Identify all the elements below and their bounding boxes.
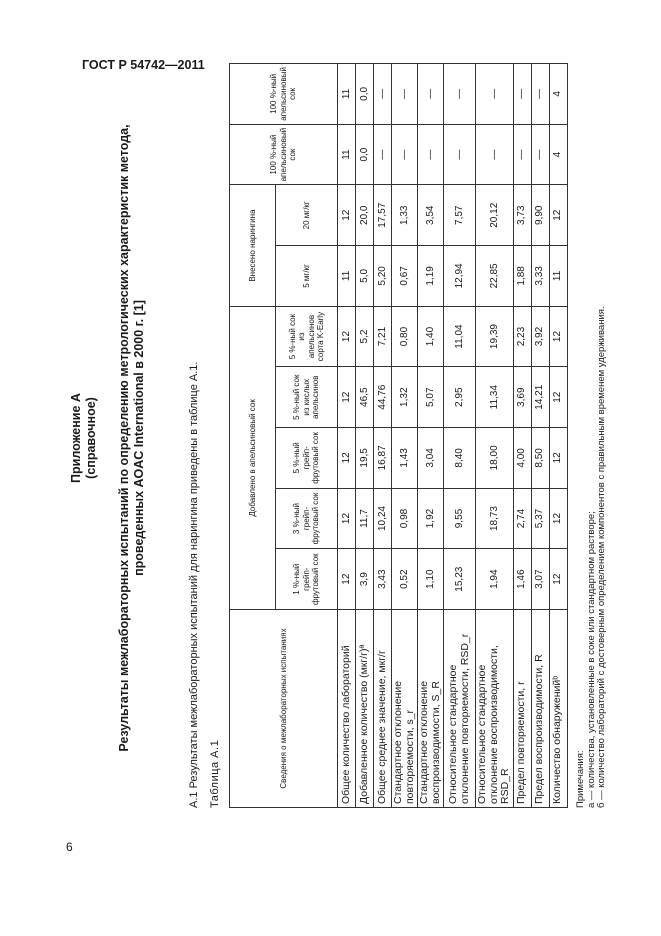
table-cell: 7,57 <box>444 185 476 246</box>
table-cell: 9,90 <box>531 185 549 246</box>
table-cell: 3,92 <box>531 306 549 367</box>
column-header: 20 мг/кг <box>276 185 338 246</box>
table-cell: — <box>418 124 444 185</box>
table-header-label: Сведения о межлабораторных испытаниях <box>230 610 338 808</box>
table-notes <box>576 306 608 808</box>
table-cell: — <box>476 124 514 185</box>
appendix-subtitle: (справочное) <box>84 397 98 479</box>
table-cell: 12 <box>338 367 356 428</box>
appendix-heading <box>69 48 99 828</box>
table-cell: 0,80 <box>392 306 418 367</box>
table-cell: — <box>392 124 418 185</box>
table-cell: 12 <box>338 549 356 610</box>
table-cell: 15,23 <box>444 549 476 610</box>
column-header: 5 %-ный грейп-фрутовый сок <box>276 428 338 489</box>
column-header: 5 %-ный сок из апельсинов сорта K-Early <box>276 306 338 367</box>
row-label: Предел повторяемости, r <box>513 610 531 808</box>
table-cell: 19,39 <box>476 306 514 367</box>
table-cell: 1,10 <box>418 549 444 610</box>
table-cell: 46,5 <box>356 367 374 428</box>
group-header-orange: Добавлено в апельсиновый сок <box>230 306 276 609</box>
table-cell: 3,04 <box>418 428 444 489</box>
table-cell: 5,0 <box>356 246 374 307</box>
section-title-line2: проведенных AOAC International в 2000 г. [1] <box>131 300 146 576</box>
table-row <box>418 64 444 808</box>
table-cell: 10,24 <box>374 488 392 549</box>
table-cell: — <box>444 64 476 125</box>
table-row <box>392 64 418 808</box>
table-cell: 44,76 <box>374 367 392 428</box>
table-cell: 4,00 <box>513 428 531 489</box>
table-row <box>356 64 374 808</box>
column-header: 100 %-ный апельсиновый сок <box>230 124 338 185</box>
table-cell: 14,21 <box>531 367 549 428</box>
row-label: Стандартное отклонение повторяемости, s_r <box>392 610 418 808</box>
table-cell: 20,12 <box>476 185 514 246</box>
table-row <box>374 64 392 808</box>
table-cell: 20,0 <box>356 185 374 246</box>
table-cell: 2,23 <box>513 306 531 367</box>
table-cell: 1,94 <box>476 549 514 610</box>
row-label: Добавленное количество (мкг/г)ª <box>356 610 374 808</box>
table-cell: — <box>513 124 531 185</box>
table-cell: 12,94 <box>444 246 476 307</box>
table-cell: 3,33 <box>531 246 549 307</box>
table-cell: 0,67 <box>392 246 418 307</box>
table-cell: 12 <box>549 549 567 610</box>
table-cell: 11 <box>338 246 356 307</box>
table-cell: 1,43 <box>392 428 418 489</box>
table-cell: 8,40 <box>444 428 476 489</box>
intro-text: А.1 Результаты межлабораторных испытаний для нарингина приведены в таблице А.1. <box>188 361 200 808</box>
table-cell: 12 <box>338 488 356 549</box>
table-cell: 4 <box>549 124 567 185</box>
table-cell: 1,32 <box>392 367 418 428</box>
table-caption: Таблица А.1 <box>209 739 221 808</box>
table-cell: 12 <box>338 185 356 246</box>
table-row <box>338 64 356 808</box>
row-label: Количество обнаруженийᵇ <box>549 610 567 808</box>
table-cell: 2,95 <box>444 367 476 428</box>
row-label: Относительное стандартное отклонение повторяемости, RSD_r <box>444 610 476 808</box>
table-cell: — <box>418 64 444 125</box>
table-cell: — <box>513 64 531 125</box>
table-cell: — <box>444 124 476 185</box>
document-header: ГОСТ Р 54742—2011 <box>82 58 205 72</box>
table-cell: 11 <box>338 64 356 125</box>
table-cell: 5,37 <box>531 488 549 549</box>
row-label: Предел воспроизводимости, R <box>531 610 549 808</box>
table-row <box>549 64 567 808</box>
table-row <box>531 64 549 808</box>
table-cell: 16,87 <box>374 428 392 489</box>
table-cell: 1,92 <box>418 488 444 549</box>
table-cell: 12 <box>549 488 567 549</box>
table-cell: 3,9 <box>356 549 374 610</box>
row-label: Относительное стандартное отклонение воспроизводимости, RSD_R <box>476 610 514 808</box>
column-header: 5 мг/кг <box>276 246 338 307</box>
table-cell: 5,2 <box>356 306 374 367</box>
table-cell: 0,52 <box>392 549 418 610</box>
table-cell: 12 <box>549 306 567 367</box>
table-cell: 0,0 <box>356 64 374 125</box>
table-cell: 12 <box>549 185 567 246</box>
table-row <box>476 64 514 808</box>
table-cell: 11 <box>549 246 567 307</box>
table-cell: 12 <box>338 428 356 489</box>
appendix-title: Приложение А <box>69 393 83 483</box>
table-cell: 3,43 <box>374 549 392 610</box>
table-cell: 11,04 <box>444 306 476 367</box>
table-cell: 3,69 <box>513 367 531 428</box>
table-cell: 0,0 <box>356 124 374 185</box>
table-cell: 18,00 <box>476 428 514 489</box>
table-cell: 5,07 <box>418 367 444 428</box>
table-cell: 5,20 <box>374 246 392 307</box>
table-row <box>513 64 531 808</box>
column-header: 3 %-ный грейп-фрутовый сок <box>276 488 338 549</box>
column-header: 100 %-ный апельсиновый сок <box>230 64 338 125</box>
table-row <box>444 64 476 808</box>
table-cell: 7,21 <box>374 306 392 367</box>
table-cell: 12 <box>549 367 567 428</box>
table-cell: 12 <box>549 428 567 489</box>
section-title <box>117 48 146 828</box>
note-a: а — количества, установленные в соке или стандартном растворе; <box>585 511 597 808</box>
table-cell: 11,34 <box>476 367 514 428</box>
table-cell: 11,7 <box>356 488 374 549</box>
table-cell: — <box>374 64 392 125</box>
table-cell: 1,46 <box>513 549 531 610</box>
table-cell: 17,57 <box>374 185 392 246</box>
rotated-content <box>66 48 626 828</box>
table-cell: 2,74 <box>513 488 531 549</box>
table-cell: 1,40 <box>418 306 444 367</box>
table-cell: 1,19 <box>418 246 444 307</box>
page-number: 6 <box>66 840 73 854</box>
table-cell: — <box>531 64 549 125</box>
group-header-naringin: Внесено нарингина <box>230 185 276 306</box>
table-cell: 12 <box>338 306 356 367</box>
note-b: б — количество лабораторий с достоверным определением компонентов с правильным временем удерживания. <box>596 306 607 808</box>
table-cell: 3,73 <box>513 185 531 246</box>
table-cell: 0,98 <box>392 488 418 549</box>
row-label: Общее количество лабораторий <box>338 610 356 808</box>
table-cell: — <box>476 64 514 125</box>
row-label: Стандартное отклонение воспроизводимости, S_R <box>418 610 444 808</box>
notes-heading: Примечания: <box>575 750 586 808</box>
table-cell: 19,5 <box>356 428 374 489</box>
results-table <box>229 63 568 808</box>
table-cell: 3,07 <box>531 549 549 610</box>
table-cell: 3,54 <box>418 185 444 246</box>
table-cell: 18,73 <box>476 488 514 549</box>
table-cell: 1,33 <box>392 185 418 246</box>
column-header: 5 %-ный сок из кислых апельсинов <box>276 367 338 428</box>
row-label: Общее среднее значение, мкг/г <box>374 610 392 808</box>
table-cell: 22,85 <box>476 246 514 307</box>
table-cell: 8,50 <box>531 428 549 489</box>
table-cell: — <box>392 64 418 125</box>
column-header: 1 %-ный грейп-фрутовый сок <box>276 549 338 610</box>
section-title-line1: Результаты межлабораторных испытаний по определению метрологических характеристик метода, <box>117 124 131 752</box>
table-cell: 11 <box>338 124 356 185</box>
table-cell: 1,88 <box>513 246 531 307</box>
table-cell: — <box>374 124 392 185</box>
table-cell: 9,55 <box>444 488 476 549</box>
table-cell: — <box>531 124 549 185</box>
table-cell: 4 <box>549 64 567 125</box>
